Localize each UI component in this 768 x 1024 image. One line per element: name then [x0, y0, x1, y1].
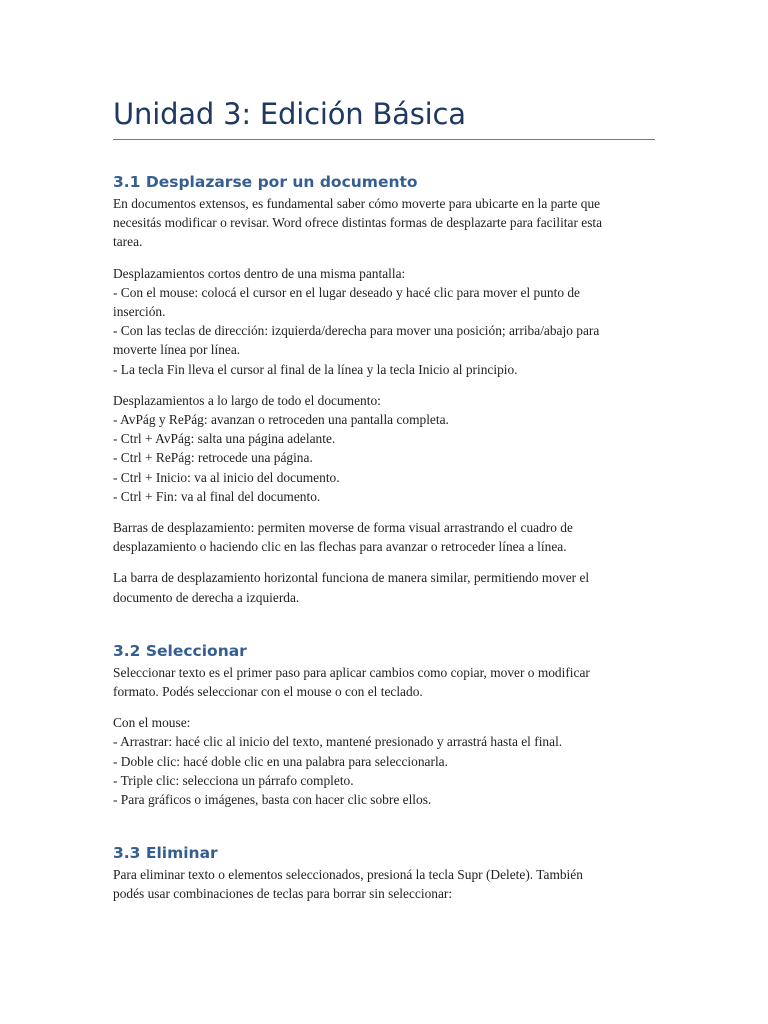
document-page [113, 92, 655, 904]
paragraph: Con el mouse: - Arrastrar: hacé clic al inicio del texto, mantené presionado y arrastrá hasta el final. - Doble clic: hacé doble clic en una palabra para seleccionarla. - Triple clic: selecciona un párrafo completo. - Para gráficos o imágenes, basta con hacer clic sobre ellos. [113, 715, 563, 808]
section-seleccionar [113, 640, 655, 809]
title-underline [113, 139, 655, 140]
section-desplazarse [113, 171, 655, 607]
paragraph: Para eliminar texto o elementos seleccionados, presioná la tecla Supr (Delete). También podés usar combinaciones de teclas para borrar sin seleccionar: [113, 867, 583, 902]
paragraph: Desplazamientos cortos dentro de una misma pantalla: - Con el mouse: colocá el cursor en el lugar deseado y hacé clic para mover el punto de inserción. - Con las teclas de dirección: izquierda/derecha para mover una posición; arriba/abajo para moverte línea por línea. - La tecla Fin lleva el cursor al final de la línea y la tecla Inicio al principio. [113, 265, 600, 377]
paragraph: Desplazamientos a lo largo de todo el documento: - AvPág y RePág: avanzan o retroceden una pantalla completa. - Ctrl + AvPág: salta una página adelante. - Ctrl + RePág: retrocede una página. - Ctrl + Inicio: va al inicio del documento. - Ctrl + Fin: va al final del documento. [113, 392, 449, 504]
document-title: Unidad 3: Edición Básica [113, 97, 466, 131]
section-eliminar [113, 842, 655, 903]
paragraph: Barras de desplazamiento: permiten moverse de forma visual arrastrando el cuadro de desplazamiento o haciendo clic en las flechas para avanzar o retroceder línea a línea. [113, 520, 573, 555]
paragraph: Seleccionar texto es el primer paso para aplicar cambios como copiar, mover o modificar formato. Podés seleccionar con el mouse o con el teclado. [113, 664, 590, 700]
section-heading: 3.2 Seleccionar [113, 641, 247, 660]
paragraph: En documentos extensos, es fundamental saber cómo moverte para ubicarte en la parte que necesitás modificar o revisar. Word ofrece distintas formas de desplazarte para facilitar esta tarea. [113, 196, 603, 250]
section-heading: 3.1 Desplazarse por un documento [113, 173, 418, 191]
section-heading: 3.3 Eliminar [113, 844, 218, 863]
paragraph: La barra de desplazamiento horizontal funciona de manera similar, permitiendo mover el documento de derecha a izquierda. [113, 570, 590, 605]
